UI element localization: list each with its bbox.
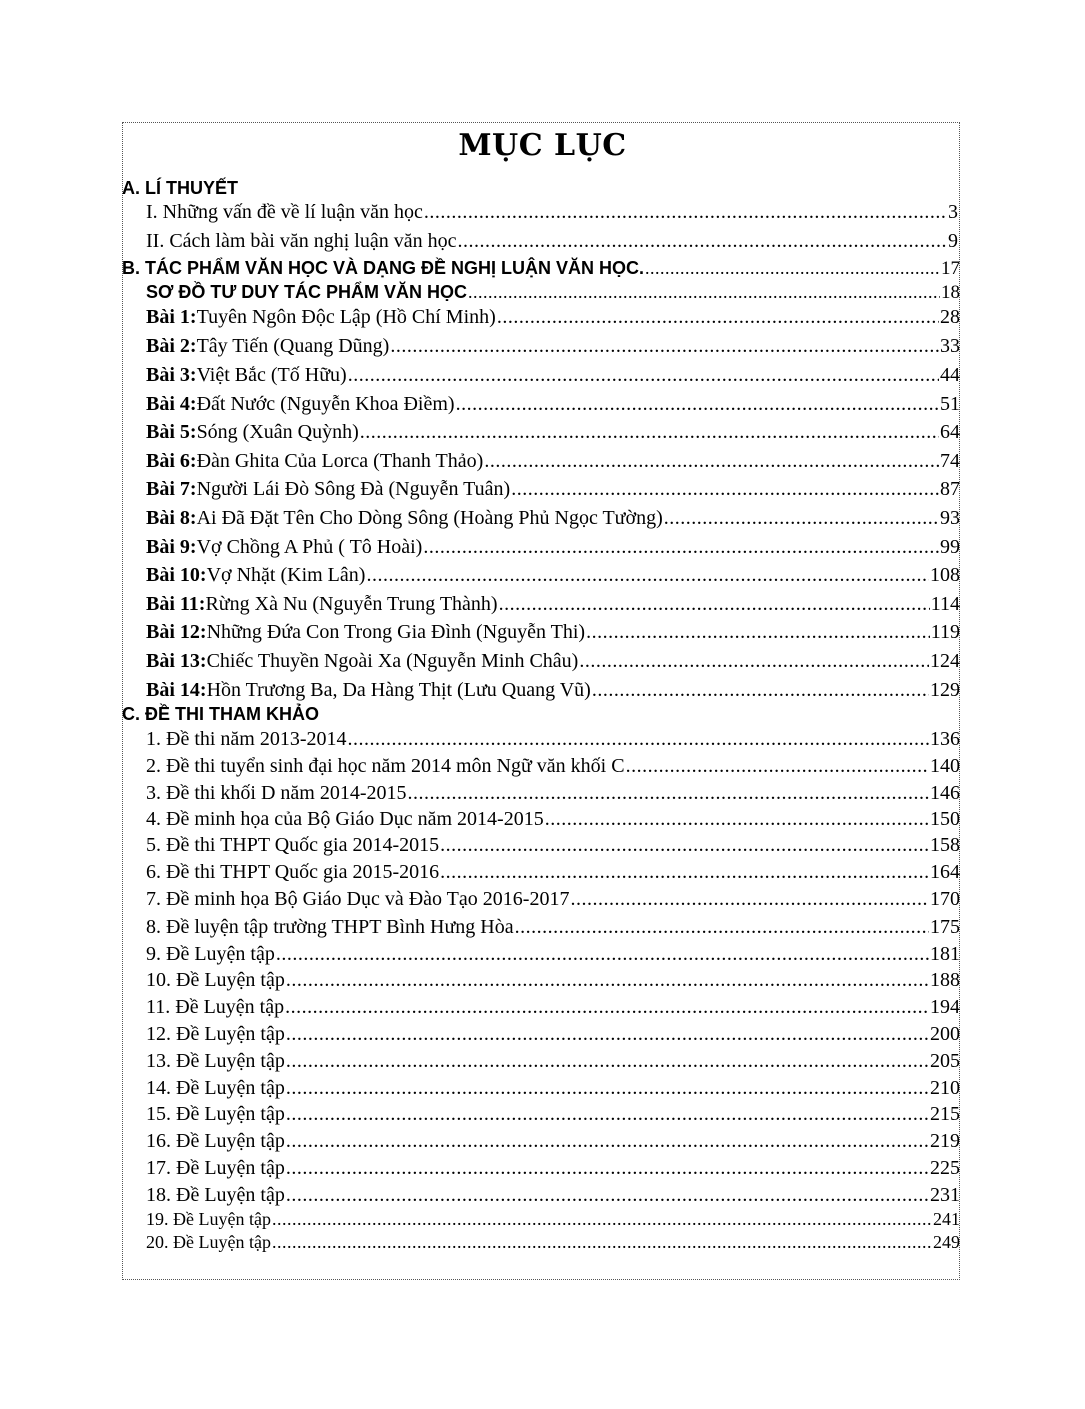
toc-entry-page: 44	[940, 364, 960, 386]
dot-leader	[276, 943, 929, 966]
dot-leader	[586, 621, 930, 644]
dot-leader	[664, 507, 939, 530]
toc-entry-page: 3	[948, 201, 958, 223]
toc-entry-page: 210	[930, 1077, 960, 1099]
exam-entry[interactable]	[146, 782, 960, 805]
dot-leader	[348, 364, 939, 387]
page-title: MỤC LỤC	[458, 128, 627, 163]
lesson-label: Bài 8:	[146, 507, 197, 529]
exam-title: 3. Đề thi khối D năm 2014-2015	[146, 782, 407, 804]
exam-title: 5. Đề thi THPT Quốc gia 2014-2015	[146, 834, 440, 856]
lesson-title: Đất Nước (Nguyễn Khoa Điềm)	[196, 393, 455, 415]
exam-entry[interactable]	[146, 1209, 960, 1230]
lesson-title: Hồn Trương Ba, Da Hàng Thịt (Lưu Quang Vũ)	[206, 679, 591, 701]
lesson-entry[interactable]	[146, 650, 960, 673]
toc-entry-page: 51	[940, 393, 960, 415]
toc-entry-page: 194	[930, 996, 960, 1018]
dot-leader	[497, 306, 939, 329]
lesson-label: Bài 5:	[146, 421, 197, 443]
dot-leader	[272, 1232, 932, 1253]
toc-entry-page: 164	[930, 861, 960, 883]
lesson-title: Những Đứa Con Trong Gia Đình (Nguyễn Thi)	[206, 621, 586, 643]
exam-title: 17. Đề Luyện tập	[146, 1157, 285, 1179]
exam-entry[interactable]	[146, 861, 960, 884]
lesson-label: Bài 4:	[146, 393, 197, 415]
exam-title: 6. Đề thi THPT Quốc gia 2015-2016	[146, 861, 440, 883]
toc-entry-page: 158	[930, 834, 960, 856]
dot-leader	[511, 478, 939, 501]
exam-title: 15. Đề Luyện tập	[146, 1103, 285, 1125]
toc-entry-page: 28	[940, 306, 960, 328]
lesson-title: Tuyên Ngôn Độc Lập (Hồ Chí Minh)	[196, 306, 496, 328]
toc-entry-page: 231	[930, 1184, 960, 1206]
toc-entry-page: 136	[930, 728, 960, 750]
toc-entry[interactable]	[146, 201, 958, 224]
dot-leader	[286, 1023, 929, 1046]
lesson-title: Ai Đã Đặt Tên Cho Dòng Sông (Hoàng Phủ Ngọc Tường)	[196, 507, 663, 529]
exam-entry[interactable]	[146, 916, 960, 939]
toc-entry-text: I. Những vấn đề về lí luận văn học	[146, 201, 423, 223]
exam-title: 13. Đề Luyện tập	[146, 1050, 285, 1072]
exam-title: 7. Đề minh họa Bộ Giáo Dục và Đào Tạo 2016-2017	[146, 888, 570, 910]
exam-title: 20. Đề Luyện tập	[146, 1232, 271, 1252]
exam-title: 19. Đề Luyện tập	[146, 1209, 271, 1229]
dot-leader	[285, 996, 929, 1019]
exam-entry[interactable]	[146, 1232, 960, 1253]
lesson-label: Bài 14:	[146, 679, 207, 701]
dot-leader	[286, 1184, 929, 1207]
toc-entry-page: 181	[930, 943, 960, 965]
dot-leader	[272, 1209, 932, 1230]
section-b-heading-row[interactable]	[122, 258, 960, 280]
toc-entry-page: 200	[930, 1023, 960, 1045]
dot-leader	[579, 650, 929, 673]
toc-entry-page: 124	[930, 650, 960, 672]
exam-entry[interactable]	[146, 1050, 960, 1073]
toc-entry-page: 241	[933, 1209, 960, 1229]
dot-leader	[645, 258, 940, 279]
lesson-label: Bài 13:	[146, 650, 207, 672]
lesson-entry[interactable]	[146, 306, 960, 329]
exam-entry[interactable]	[146, 888, 960, 911]
toc-entry-page: 146	[930, 782, 960, 804]
toc-entry-page: 87	[940, 478, 960, 500]
dot-leader	[592, 679, 929, 702]
toc-entry[interactable]	[146, 230, 958, 253]
mindmap-heading-row[interactable]	[146, 282, 960, 304]
toc-entry-page: 99	[940, 536, 960, 558]
exam-title: 16. Đề Luyện tập	[146, 1130, 285, 1152]
toc-entry-page: 74	[940, 450, 960, 472]
exam-entry[interactable]	[146, 1157, 960, 1180]
dot-leader	[286, 1050, 929, 1073]
exam-title: 8. Đề luyện tập trường THPT Bình Hưng Hòa	[146, 916, 514, 938]
toc-entry-page: 150	[930, 808, 960, 830]
dot-leader	[286, 1157, 929, 1180]
exam-entry[interactable]	[146, 996, 960, 1019]
lesson-label: Bài 9:	[146, 536, 197, 558]
dot-leader	[423, 536, 939, 559]
exam-entry[interactable]	[146, 969, 960, 992]
toc-entry-page: 140	[930, 755, 960, 777]
lesson-title: Sóng (Xuân Quỳnh)	[196, 421, 359, 443]
exam-title: 11. Đề Luyện tập	[146, 996, 285, 1018]
mindmap-heading: SƠ ĐỒ TƯ DUY TÁC PHẨM VĂN HỌC	[146, 282, 467, 302]
exam-title: 14. Đề Luyện tập	[146, 1077, 285, 1099]
toc-entry-page: 188	[930, 969, 960, 991]
lesson-entry[interactable]	[146, 450, 960, 473]
lesson-entry[interactable]	[146, 679, 960, 702]
toc-entry-page: 119	[930, 621, 960, 643]
exam-entry[interactable]	[146, 755, 960, 778]
toc-entry-page: 129	[930, 679, 960, 701]
toc-entry-page: 225	[930, 1157, 960, 1179]
lesson-entry[interactable]	[146, 335, 960, 358]
exam-entry[interactable]	[146, 1184, 960, 1207]
dot-leader	[390, 335, 939, 358]
lesson-entry[interactable]	[146, 564, 960, 587]
exam-title: 18. Đề Luyện tập	[146, 1184, 285, 1206]
section-a-heading: A. LÍ THUYẾT	[122, 178, 238, 198]
toc-entry-page: 219	[930, 1130, 960, 1152]
exam-title: 2. Đề thi tuyển sinh đại học năm 2014 môn Ngữ văn khối C	[146, 755, 625, 777]
exam-title: 10. Đề Luyện tập	[146, 969, 285, 991]
dot-leader	[545, 808, 929, 831]
lesson-label: Bài 3:	[146, 364, 197, 386]
dot-leader	[360, 421, 939, 444]
toc-entry-page: 114	[930, 593, 960, 615]
lesson-title: Rừng Xà Nu (Nguyễn Trung Thành)	[205, 593, 498, 615]
lesson-entry[interactable]	[146, 507, 960, 530]
dot-leader	[286, 1103, 929, 1126]
exam-title: 1. Đề thi năm 2013-2014	[146, 728, 347, 750]
toc-entry-page: 249	[933, 1232, 960, 1252]
section-b-heading: B. TÁC PHẨM VĂN HỌC VÀ DẠNG ĐỀ NGHỊ LUẬN VĂN HỌC.	[122, 258, 645, 278]
exam-entry[interactable]	[146, 1077, 960, 1100]
exam-title: 4. Đề minh họa của Bộ Giáo Dục năm 2014-2015	[146, 808, 544, 830]
lesson-title: Vợ Nhặt (Kim Lân)	[206, 564, 366, 586]
lesson-entry[interactable]	[146, 593, 960, 616]
lesson-title: Người Lái Đò Sông Đà (Nguyễn Tuân)	[196, 478, 511, 500]
dot-leader	[424, 201, 947, 224]
dot-leader	[499, 593, 930, 616]
dot-leader	[456, 393, 939, 416]
toc-entry-page: 93	[940, 507, 960, 529]
exam-entry[interactable]	[146, 943, 960, 966]
dot-leader	[515, 916, 929, 939]
lesson-label: Bài 11:	[146, 593, 206, 615]
dot-leader	[468, 282, 940, 303]
lesson-title: Tây Tiến (Quang Dũng)	[196, 335, 390, 357]
exam-entry[interactable]	[146, 1023, 960, 1046]
toc-entry-page: 9	[948, 230, 958, 252]
exam-entry[interactable]	[146, 1103, 960, 1126]
dot-leader	[286, 1077, 929, 1100]
lesson-label: Bài 1:	[146, 306, 197, 328]
toc-entry-page: 17	[941, 258, 960, 279]
toc-entry-page: 170	[930, 888, 960, 910]
exam-entry[interactable]	[146, 808, 960, 831]
dot-leader	[348, 728, 929, 751]
toc-entry-page: 205	[930, 1050, 960, 1072]
lesson-title: Vợ Chồng A Phủ ( Tô Hoài)	[196, 536, 423, 558]
lesson-entry[interactable]	[146, 364, 960, 387]
lesson-entry[interactable]	[146, 621, 960, 644]
toc-entry-page: 108	[930, 564, 960, 586]
lesson-entry[interactable]	[146, 421, 960, 444]
dot-leader	[366, 564, 929, 587]
toc-entry-page: 175	[930, 916, 960, 938]
dot-leader	[286, 1130, 929, 1153]
toc-entry-page: 33	[940, 335, 960, 357]
toc-entry-page: 18	[941, 282, 960, 303]
exam-title: 9. Đề Luyện tập	[146, 943, 275, 965]
lesson-title: Đàn Ghita Của Lorca (Thanh Thảo)	[196, 450, 484, 472]
exam-entry[interactable]	[146, 834, 960, 857]
lesson-entry[interactable]	[146, 393, 960, 416]
lesson-label: Bài 2:	[146, 335, 197, 357]
lesson-title: Việt Bắc (Tố Hữu)	[196, 364, 347, 386]
dot-leader	[457, 230, 947, 253]
exam-entry[interactable]	[146, 1130, 960, 1153]
exam-title: 12. Đề Luyện tập	[146, 1023, 285, 1045]
toc-entry-page: 215	[930, 1103, 960, 1125]
toc-entry-text: II. Cách làm bài văn nghị luận văn học	[146, 230, 457, 252]
lesson-label: Bài 10:	[146, 564, 207, 586]
lesson-label: Bài 7:	[146, 478, 197, 500]
dot-leader	[484, 450, 939, 473]
lesson-label: Bài 12:	[146, 621, 207, 643]
dot-leader	[286, 969, 929, 992]
section-c-heading: C. ĐỀ THI THAM KHẢO	[122, 704, 319, 724]
exam-entry[interactable]	[146, 728, 960, 751]
lesson-entry[interactable]	[146, 536, 960, 559]
dot-leader	[440, 861, 929, 884]
lesson-label: Bài 6:	[146, 450, 197, 472]
dot-leader	[408, 782, 929, 805]
dot-leader	[570, 888, 929, 911]
toc-entry-page: 64	[940, 421, 960, 443]
dot-leader	[626, 755, 929, 778]
lesson-title: Chiếc Thuyền Ngoài Xa (Nguyễn Minh Châu)	[206, 650, 579, 672]
lesson-entry[interactable]	[146, 478, 960, 501]
dot-leader	[440, 834, 929, 857]
